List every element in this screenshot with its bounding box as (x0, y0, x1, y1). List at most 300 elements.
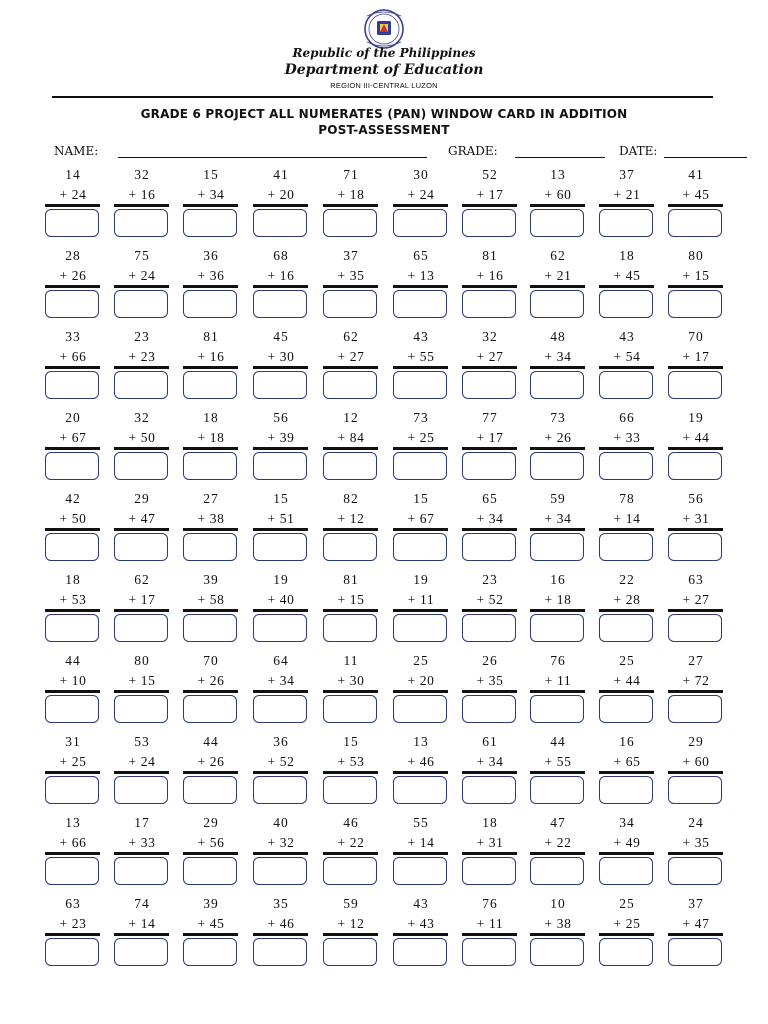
addend-bottom: + 33 (613, 430, 641, 445)
answer-box[interactable] (599, 614, 653, 642)
addend-top: 41 (688, 167, 704, 182)
problem-card (527, 167, 589, 245)
sum-bar (45, 609, 100, 612)
sum-bar (393, 933, 448, 936)
sum-bar (114, 285, 169, 288)
sum-bar (183, 609, 238, 612)
problem-card (527, 248, 589, 326)
addend-top: 19 (413, 572, 429, 587)
addend-bottom: + 14 (613, 511, 641, 526)
problem-card (320, 572, 382, 650)
addend-top: 65 (482, 491, 498, 506)
sum-bar (599, 690, 654, 693)
answer-box[interactable] (114, 614, 168, 642)
addend-top: 53 (134, 734, 150, 749)
answer-box[interactable] (393, 371, 447, 399)
sum-bar (253, 771, 308, 774)
answer-box[interactable] (45, 452, 99, 480)
answer-box[interactable] (183, 290, 237, 318)
addend-bottom: + 53 (337, 754, 365, 769)
addend-top: 31 (65, 734, 81, 749)
problem-card (250, 572, 312, 650)
answer-box[interactable] (45, 533, 99, 561)
addend-top: 56 (688, 491, 704, 506)
addend-top: 63 (688, 572, 704, 587)
problem-card (459, 815, 521, 893)
answer-box[interactable] (530, 290, 584, 318)
answer-box[interactable] (530, 209, 584, 237)
addend-bottom: + 17 (476, 430, 504, 445)
addend-top: 25 (619, 896, 635, 911)
addend-top: 80 (688, 248, 704, 263)
answer-box[interactable] (114, 533, 168, 561)
answer-box[interactable] (530, 371, 584, 399)
addend-bottom: + 20 (267, 187, 295, 202)
sum-bar (114, 852, 169, 855)
answer-box[interactable] (323, 209, 377, 237)
addend-bottom: + 25 (613, 916, 641, 931)
answer-box[interactable] (393, 290, 447, 318)
problem-card (42, 734, 104, 812)
sum-bar (114, 933, 169, 936)
addend-top: 18 (203, 410, 219, 425)
answer-box[interactable] (462, 371, 516, 399)
addend-top: 22 (619, 572, 635, 587)
answer-box[interactable] (599, 371, 653, 399)
answer-box[interactable] (114, 776, 168, 804)
problem-card (527, 329, 589, 407)
addend-bottom: + 34 (544, 511, 572, 526)
addend-bottom: + 51 (267, 511, 295, 526)
sum-bar (253, 285, 308, 288)
problem-card (665, 815, 727, 893)
addend-top: 24 (688, 815, 704, 830)
addend-bottom: + 16 (267, 268, 295, 283)
addend-bottom: + 38 (544, 916, 572, 931)
problem-card (111, 572, 173, 650)
problem-card (390, 410, 452, 488)
addend-bottom: + 43 (407, 916, 435, 931)
sum-bar (45, 852, 100, 855)
answer-box[interactable] (462, 452, 516, 480)
sum-bar (599, 852, 654, 855)
addend-bottom: + 25 (59, 754, 87, 769)
answer-box[interactable] (668, 290, 722, 318)
addend-bottom: + 45 (682, 187, 710, 202)
addend-top: 32 (134, 410, 150, 425)
addend-bottom: + 72 (682, 673, 710, 688)
addend-top: 64 (273, 653, 289, 668)
problem-card (459, 248, 521, 326)
addend-bottom: + 24 (128, 268, 156, 283)
answer-box[interactable] (183, 857, 237, 885)
answer-box[interactable] (253, 776, 307, 804)
problem-card (250, 896, 312, 974)
addend-top: 62 (343, 329, 359, 344)
deped-seal-icon (353, 8, 415, 50)
addend-top: 68 (273, 248, 289, 263)
addend-bottom: + 11 (476, 916, 504, 931)
sum-bar (45, 447, 100, 450)
addend-bottom: + 34 (476, 754, 504, 769)
sum-bar (599, 933, 654, 936)
sum-bar (183, 933, 238, 936)
addend-top: 78 (619, 491, 635, 506)
addend-top: 15 (413, 491, 429, 506)
answer-box[interactable] (462, 857, 516, 885)
sum-bar (253, 852, 308, 855)
sum-bar (393, 690, 448, 693)
answer-box[interactable] (114, 695, 168, 723)
answer-box[interactable] (668, 452, 722, 480)
sum-bar (45, 204, 100, 207)
answer-box[interactable] (45, 290, 99, 318)
answer-box[interactable] (668, 857, 722, 885)
answer-box[interactable] (253, 290, 307, 318)
name-field[interactable] (118, 157, 427, 158)
header-divider (52, 96, 713, 98)
problem-card (665, 491, 727, 569)
answer-box[interactable] (323, 290, 377, 318)
answer-box[interactable] (45, 776, 99, 804)
answer-box[interactable] (183, 533, 237, 561)
answer-box[interactable] (183, 776, 237, 804)
sum-bar (323, 447, 378, 450)
sum-bar (183, 528, 238, 531)
republic-text: Republic of the Philippines (292, 46, 476, 60)
answer-box[interactable] (323, 695, 377, 723)
answer-box[interactable] (183, 452, 237, 480)
sum-bar (114, 609, 169, 612)
sum-bar (253, 609, 308, 612)
answer-box[interactable] (599, 533, 653, 561)
answer-box[interactable] (114, 857, 168, 885)
addend-top: 59 (343, 896, 359, 911)
answer-box[interactable] (599, 938, 653, 966)
sum-bar (45, 528, 100, 531)
sum-bar (668, 609, 723, 612)
sum-bar (530, 204, 585, 207)
answer-box[interactable] (253, 209, 307, 237)
answer-box[interactable] (393, 209, 447, 237)
addend-top: 34 (619, 815, 635, 830)
addend-top: 55 (413, 815, 429, 830)
addend-bottom: + 44 (613, 673, 641, 688)
answer-box[interactable] (462, 614, 516, 642)
problem-card (527, 815, 589, 893)
addend-top: 39 (203, 896, 219, 911)
answer-box[interactable] (668, 776, 722, 804)
addend-bottom: + 50 (128, 430, 156, 445)
addend-bottom: + 21 (544, 268, 572, 283)
problem-card (459, 329, 521, 407)
addend-bottom: + 40 (267, 592, 295, 607)
answer-box[interactable] (599, 209, 653, 237)
answer-box[interactable] (530, 857, 584, 885)
addend-top: 43 (413, 329, 429, 344)
answer-box[interactable] (253, 857, 307, 885)
problem-card (180, 329, 242, 407)
addend-top: 70 (688, 329, 704, 344)
answer-box[interactable] (323, 371, 377, 399)
addend-bottom: + 55 (407, 349, 435, 364)
answer-box[interactable] (323, 533, 377, 561)
answer-box[interactable] (114, 371, 168, 399)
answer-box[interactable] (599, 776, 653, 804)
answer-box[interactable] (462, 533, 516, 561)
addend-bottom: + 11 (544, 673, 572, 688)
addend-bottom: + 24 (59, 187, 87, 202)
problem-card (390, 491, 452, 569)
grade-label: GRADE: (448, 144, 498, 158)
addend-top: 32 (134, 167, 150, 182)
problem-card (42, 572, 104, 650)
answer-box[interactable] (530, 695, 584, 723)
answer-box[interactable] (183, 209, 237, 237)
addend-bottom: + 10 (59, 673, 87, 688)
sum-bar (462, 609, 517, 612)
sum-bar (323, 690, 378, 693)
answer-box[interactable] (462, 290, 516, 318)
addend-top: 14 (65, 167, 81, 182)
answer-box[interactable] (393, 533, 447, 561)
answer-box[interactable] (668, 614, 722, 642)
addend-top: 25 (619, 653, 635, 668)
answer-box[interactable] (323, 776, 377, 804)
sum-bar (253, 528, 308, 531)
problem-card (320, 491, 382, 569)
answer-box[interactable] (668, 533, 722, 561)
addend-bottom: + 52 (476, 592, 504, 607)
answer-box[interactable] (393, 452, 447, 480)
answer-box[interactable] (462, 209, 516, 237)
grade-field[interactable] (515, 157, 605, 158)
addend-top: 13 (550, 167, 566, 182)
sum-bar (323, 852, 378, 855)
sum-bar (253, 366, 308, 369)
answer-box[interactable] (530, 452, 584, 480)
addend-top: 13 (413, 734, 429, 749)
sum-bar (45, 771, 100, 774)
answer-box[interactable] (114, 938, 168, 966)
department-text: Department of Education (284, 62, 484, 78)
sum-bar (183, 366, 238, 369)
addend-top: 73 (413, 410, 429, 425)
answer-box[interactable] (462, 938, 516, 966)
answer-box[interactable] (668, 938, 722, 966)
addend-bottom: + 56 (197, 835, 225, 850)
sum-bar (530, 447, 585, 450)
addend-top: 46 (343, 815, 359, 830)
addend-bottom: + 24 (407, 187, 435, 202)
answer-box[interactable] (183, 614, 237, 642)
problem-card (111, 896, 173, 974)
sum-bar (462, 447, 517, 450)
addend-bottom: + 18 (544, 592, 572, 607)
addend-bottom: + 17 (476, 187, 504, 202)
problem-card (459, 734, 521, 812)
sum-bar (668, 852, 723, 855)
addend-bottom: + 44 (682, 430, 710, 445)
sum-bar (462, 690, 517, 693)
addend-bottom: + 22 (544, 835, 572, 850)
answer-box[interactable] (323, 452, 377, 480)
problem-card (42, 815, 104, 893)
addend-top: 42 (65, 491, 81, 506)
answer-box[interactable] (323, 857, 377, 885)
addend-bottom: + 26 (544, 430, 572, 445)
problem-card (665, 734, 727, 812)
problem-card (390, 572, 452, 650)
addend-bottom: + 12 (337, 511, 365, 526)
addend-top: 36 (273, 734, 289, 749)
answer-box[interactable] (599, 452, 653, 480)
answer-box[interactable] (462, 776, 516, 804)
answer-box[interactable] (114, 452, 168, 480)
sum-bar (668, 366, 723, 369)
sum-bar (462, 933, 517, 936)
addend-bottom: + 34 (544, 349, 572, 364)
problem-card (111, 410, 173, 488)
problem-card (180, 896, 242, 974)
addend-bottom: + 35 (682, 835, 710, 850)
answer-box[interactable] (114, 290, 168, 318)
sum-bar (393, 447, 448, 450)
answer-box[interactable] (323, 938, 377, 966)
problem-card (596, 329, 658, 407)
answer-box[interactable] (45, 614, 99, 642)
answer-box[interactable] (323, 614, 377, 642)
addend-bottom: + 30 (337, 673, 365, 688)
answer-box[interactable] (393, 695, 447, 723)
addend-bottom: + 26 (59, 268, 87, 283)
answer-box[interactable] (393, 857, 447, 885)
addend-top: 76 (482, 896, 498, 911)
addend-bottom: + 67 (407, 511, 435, 526)
answer-box[interactable] (183, 371, 237, 399)
problem-card (42, 653, 104, 731)
sum-bar (323, 528, 378, 531)
answer-box[interactable] (393, 938, 447, 966)
sum-bar (530, 366, 585, 369)
answer-box[interactable] (45, 371, 99, 399)
addend-bottom: + 46 (267, 916, 295, 931)
date-field[interactable] (664, 157, 747, 158)
sum-bar (530, 690, 585, 693)
addend-top: 29 (134, 491, 150, 506)
addend-bottom: + 13 (407, 268, 435, 283)
addend-bottom: + 34 (476, 511, 504, 526)
answer-box[interactable] (668, 209, 722, 237)
sum-bar (253, 690, 308, 693)
answer-box[interactable] (45, 209, 99, 237)
addend-top: 61 (482, 734, 498, 749)
addend-top: 75 (134, 248, 150, 263)
answer-box[interactable] (253, 371, 307, 399)
problem-card (596, 248, 658, 326)
sum-bar (114, 690, 169, 693)
answer-box[interactable] (45, 938, 99, 966)
addend-top: 33 (65, 329, 81, 344)
addend-bottom: + 35 (476, 673, 504, 688)
problem-card (390, 167, 452, 245)
addend-bottom: + 21 (613, 187, 641, 202)
addend-top: 29 (203, 815, 219, 830)
answer-box[interactable] (599, 695, 653, 723)
answer-box[interactable] (253, 938, 307, 966)
problem-card (596, 410, 658, 488)
addend-bottom: + 18 (337, 187, 365, 202)
sum-bar (253, 933, 308, 936)
answer-box[interactable] (45, 857, 99, 885)
problem-card (390, 815, 452, 893)
addend-bottom: + 11 (407, 592, 435, 607)
sum-bar (45, 933, 100, 936)
addend-bottom: + 15 (682, 268, 710, 283)
addend-top: 43 (619, 329, 635, 344)
addend-bottom: + 16 (476, 268, 504, 283)
answer-box[interactable] (599, 290, 653, 318)
addend-top: 18 (482, 815, 498, 830)
problem-card (180, 653, 242, 731)
answer-box[interactable] (668, 695, 722, 723)
answer-box[interactable] (183, 938, 237, 966)
addend-top: 59 (550, 491, 566, 506)
addend-top: 16 (550, 572, 566, 587)
problem-card (596, 572, 658, 650)
problem-card (250, 653, 312, 731)
answer-box[interactable] (393, 776, 447, 804)
answer-box[interactable] (45, 695, 99, 723)
answer-box[interactable] (114, 209, 168, 237)
addend-top: 81 (203, 329, 219, 344)
addend-top: 23 (482, 572, 498, 587)
addend-bottom: + 23 (128, 349, 156, 364)
answer-box[interactable] (253, 452, 307, 480)
addend-bottom: + 14 (128, 916, 156, 931)
problem-card (250, 815, 312, 893)
answer-box[interactable] (253, 533, 307, 561)
sum-bar (462, 771, 517, 774)
answer-box[interactable] (530, 938, 584, 966)
answer-box[interactable] (253, 614, 307, 642)
problem-card (596, 167, 658, 245)
answer-box[interactable] (530, 776, 584, 804)
answer-box[interactable] (253, 695, 307, 723)
problem-card (665, 167, 727, 245)
addend-bottom: + 23 (59, 916, 87, 931)
answer-box[interactable] (668, 371, 722, 399)
worksheet-title: GRADE 6 PROJECT ALL NUMERATES (PAN) WINDOW CARD IN ADDITION (140, 107, 628, 121)
answer-box[interactable] (530, 614, 584, 642)
addend-top: 63 (65, 896, 81, 911)
addend-bottom: + 34 (267, 673, 295, 688)
problem-card (527, 491, 589, 569)
answer-box[interactable] (530, 533, 584, 561)
answer-box[interactable] (183, 695, 237, 723)
addend-top: 17 (134, 815, 150, 830)
sum-bar (183, 771, 238, 774)
answer-box[interactable] (599, 857, 653, 885)
problem-card (111, 248, 173, 326)
sum-bar (668, 447, 723, 450)
addend-bottom: + 60 (682, 754, 710, 769)
date-label: DATE: (619, 144, 658, 158)
answer-box[interactable] (462, 695, 516, 723)
answer-box[interactable] (393, 614, 447, 642)
problem-card (527, 410, 589, 488)
addend-top: 43 (413, 896, 429, 911)
